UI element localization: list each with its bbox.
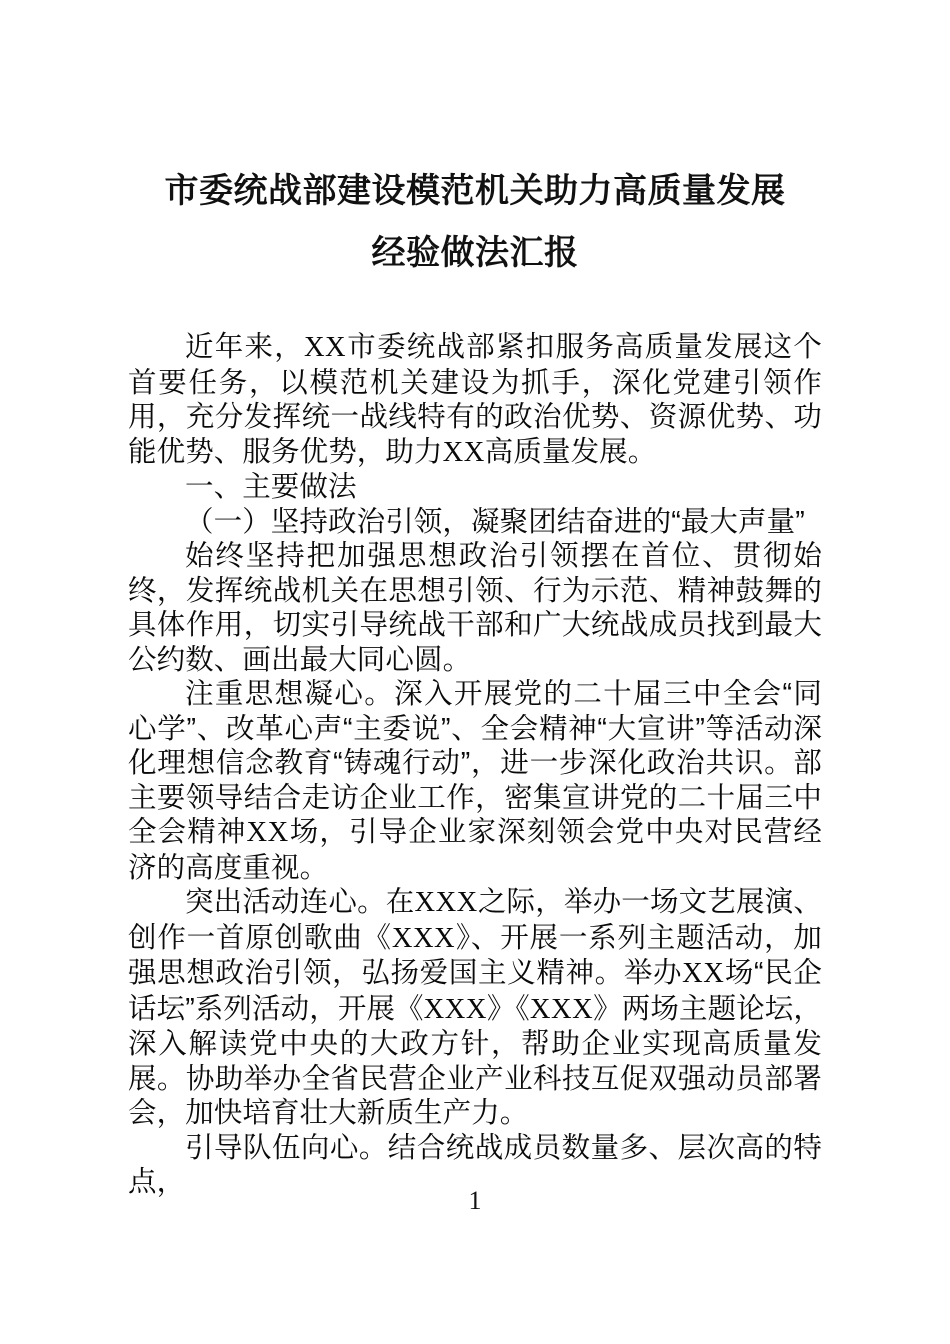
latin-placeholder-token: XX bbox=[442, 436, 485, 468]
page-number: 1 bbox=[468, 1186, 482, 1215]
page-title-line-1: 市委统战部建设模范机关助力高质量发展 bbox=[164, 172, 786, 210]
body-text-block bbox=[128, 330, 822, 1200]
paragraph-lead: 始终坚持把加强思想政治引领摆在首位、贯彻始终，发挥统战机关在思想引领、行为示范、精神鼓舞的具体作用，切实引导统战干部和广大统战成员找到最大公约数、画出最大同心圆。 bbox=[128, 540, 822, 676]
latin-placeholder-token: XXX bbox=[414, 887, 478, 918]
page-header-band bbox=[0, 0, 950, 160]
heading-subsection-1-1: （一）坚持政治引领，凝聚团结奋进的“最大声量” bbox=[185, 505, 805, 538]
paragraph-team: 引导队伍向心。结合统战成员数量多、层次高的特点， bbox=[128, 1131, 822, 1198]
latin-placeholder-token: XXX bbox=[529, 993, 594, 1025]
paragraph-intro: 近年来，XX市委统战部紧扣服务高质量发展这个首要任务，以模范机关建设为抓手，深化党建引领作用，充分发挥统一战线特有的政治优势、资源优势、功能优势、服务优势，助力XX高质量发展。 bbox=[128, 331, 822, 468]
document-content bbox=[128, 160, 822, 1200]
latin-placeholder-token: XX bbox=[682, 958, 725, 989]
paragraph-thought: 注重思想凝心。深入开展党的二十届三中全会“同心学”、改革心声“主委说”、全会精神“大宣讲”等活动深化理想信念教育“铸魂行动”，进一步深化政治共识。部主要领导结合走访企业工作，密集宣讲党的二十届三中全会精神XX场，引导企业家深刻领会党中央对民营经济的高度重视。 bbox=[128, 678, 822, 884]
page-footer-band bbox=[0, 1244, 950, 1344]
latin-placeholder-token: XX bbox=[246, 817, 289, 848]
paragraph-activity: 突出活动连心。在XXX之际，举办一场文艺展演、创作一首原创歌曲《XXX》、开展一系列主题活动，加强思想政治引领，弘扬爱国主义精神。举办XX场“民企话坛”系列活动，开展《XXX》《XXX》两场主题论坛，深入解读党中央的大政方针，帮助企业实现高质量发展。协助举办全省民营企业产业科技互促双强动员部署会，加快培育壮大新质生产力。 bbox=[128, 886, 823, 1129]
latin-placeholder-token: XXX bbox=[423, 993, 487, 1025]
page-title bbox=[128, 160, 822, 284]
latin-placeholder-token: XX bbox=[303, 332, 347, 363]
page-title-line-2: 经验做法汇报 bbox=[371, 234, 579, 272]
heading-section-1: 一、主要做法 bbox=[185, 471, 357, 503]
latin-placeholder-token: XXX bbox=[391, 922, 456, 954]
